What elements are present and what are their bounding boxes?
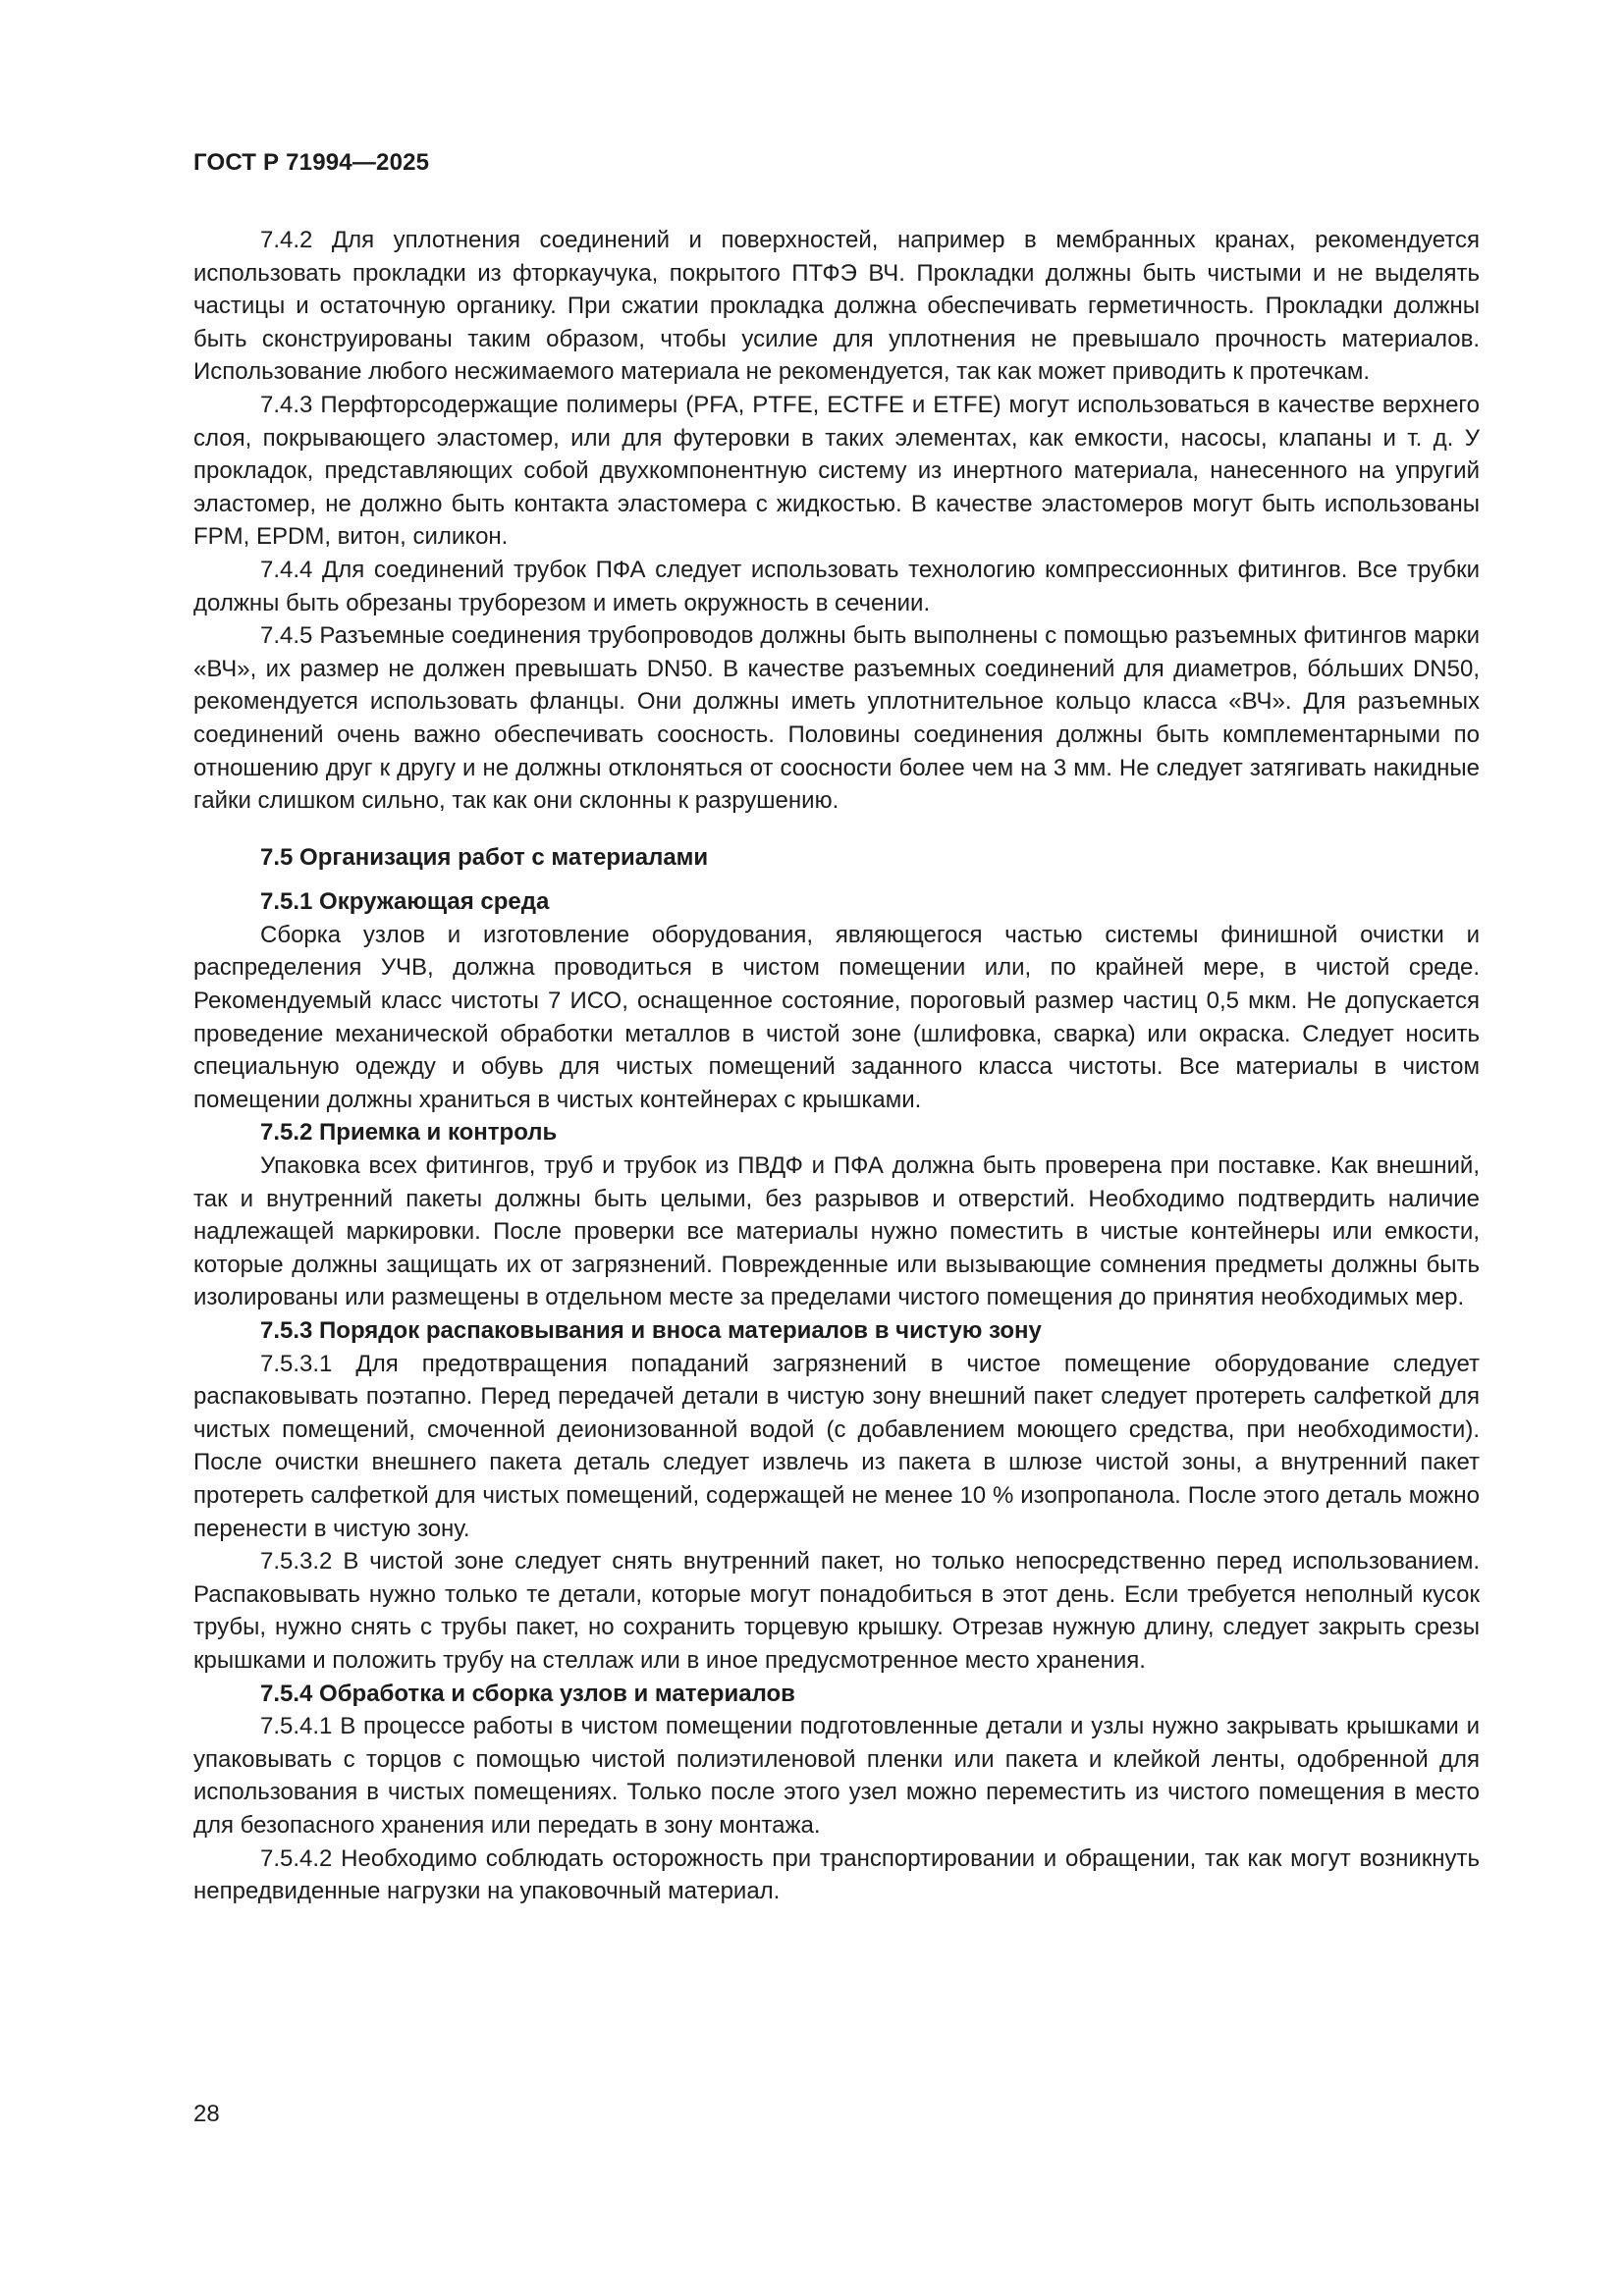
paragraph-7-4-2: 7.4.2 Для уплотнения соединений и поверхностей, например в мембранных кранах, рекомендуется использовать прокладки из фторкаучука, покрытого ПТФЭ ВЧ. Прокладки должны быть чистыми и не выделять частицы и остаточную органику. При сжатии прокладка должна обеспечивать герметичность. Прокладки должны быть сконструированы таким образом, чтобы усилие для уплотнения не превышало прочность материалов. Использование любого несжимаемого материала не рекомендуется, так как может приводить к протечкам. [193, 227, 1480, 386]
paragraph-7-5-2: Упаковка всех фитингов, труб и трубок из ПВДФ и ПФА должна быть проверена при поставке. Как внешний, так и внутренний пакеты должны быть целыми, без разрывов и отверстий. Необходимо подтвердить наличие надлежащей маркировки. После проверки все материалы нужно поместить в чистые контейнеры или емкости, которые должны защищать их от загрязнений. Поврежденные или вызывающие сомнения предметы должны быть изолированы или размещены в отдельном месте за пределами чистого помещения до принятия необходимых мер. [193, 1152, 1480, 1311]
paragraph-7-4-4: 7.4.4 Для соединений трубок ПФА следует использовать технологию компрессионных фитингов. Все трубки должны быть обрезаны труборезом и иметь окружность в сечении. [193, 556, 1480, 616]
paragraph-7-5-4-1: 7.5.4.1 В процессе работы в чистом помещении подготовленные детали и узлы нужно закрывать крышками и упаковывать с торцов с помощью чистой полиэтиленовой пленки или пакета и клейкой ленты, одобренной для использования в чистых помещениях. Только после этого узел можно переместить из чистого помещения в место для безопасного хранения или передать в зону монтажа. [193, 1713, 1480, 1839]
paragraph-7-5-3-2: 7.5.3.2 В чистой зоне следует снять внутренний пакет, но только непосредственно перед использованием. Распаковывать нужно только те детали, которые могут понадобиться в этот день. Если требуется неполный кусок трубы, нужно снять с трубы пакет, но сохранить торцевую крышку. Отрезав нужную длину, следует закрыть срезы крышками и положить трубу на стеллаж или в иное предусмотренное место хранения. [193, 1548, 1480, 1674]
subsection-heading-7-5-3: 7.5.3 Порядок распаковывания и вноса материалов в чистую зону [260, 1317, 1042, 1344]
paragraph-7-4-5: 7.4.5 Разъемные соединения трубопроводов должны быть выполнены с помощью разъемных фитингов марки «ВЧ», их размер не должен превышать DN50. В качестве разъемных соединений для диаметров, бóльших DN50, рекомендуется использовать фланцы. Они должны иметь уплотнительное кольцо класса «ВЧ». Для разъемных соединений очень важно обеспечивать соосность. Половины соединения должны быть комплементарными по отношению друг к другу и не должны отклоняться от соосности более чем на 3 мм. Не следует затягивать накидные гайки слишком сильно, так как они склонны к разрушению. [193, 622, 1480, 815]
subsection-heading-7-5-4: 7.5.4 Обработка и сборка узлов и материалов [260, 1680, 795, 1707]
paragraph-7-5-3-1: 7.5.3.1 Для предотвращения попаданий загрязнений в чистое помещение оборудование следует распаковывать поэтапно. Перед передачей детали в чистую зону внешний пакет следует протереть салфеткой для чистых помещений, смоченной деионизованной водой (с добавлением моющего средства, при необходимости). После очистки внешнего пакета деталь следует извлечь из пакета в шлюзе чистой зоны, а внутренний пакет протереть салфеткой для чистых помещений, содержащей не менее 10 % изопропанола. После этого деталь можно перенести в чистую зону. [193, 1350, 1480, 1542]
section-heading-7-5: 7.5 Организация работ с материалами [260, 843, 709, 871]
document-header: ГОСТ Р 71994—2025 [193, 149, 430, 176]
subsection-heading-7-5-2: 7.5.2 Приемка и контроль [260, 1119, 558, 1147]
subsection-heading-7-5-1: 7.5.1 Окружающая среда [260, 888, 550, 916]
paragraph-7-4-3: 7.4.3 Перфторсодержащие полимеры (PFA, PTFE, ECTFE и ETFE) могут использоваться в качестве верхнего слоя, покрывающего эластомер, или для футеровки в таких элементах, как емкости, насосы, клапаны и т. д. У прокладок, представляющих собой двухкомпонентную систему из инертного материала, нанесенного на упругий эластомер, не должно быть контакта эластомера с жидкостью. В качестве эластомеров могут быть использованы FPM, EPDM, витон, силикон. [193, 391, 1480, 551]
document-body [193, 224, 1480, 1908]
paragraph-7-5-1: Сборка узлов и изготовление оборудования, являющегося частью системы финишной очистки и распределения УЧВ, должна проводиться в чистом помещении или, по крайней мере, в чистой среде. Рекомендуемый класс чистоты 7 ИСО, оснащенное состояние, пороговый размер частиц 0,5 мкм. Не допускается проведение механической обработки металлов в чистой зоне (шлифовка, сварка) или окраска. Следует носить специальную одежду и обувь для чистых помещений заданного класса чистоты. Все материалы в чистом помещении должны храниться в чистых контейнерах с крышками. [193, 921, 1480, 1113]
paragraph-7-5-4-2: 7.5.4.2 Необходимо соблюдать осторожность при транспортировании и обращении, так как могут возникнуть непредвиденные нагрузки на упаковочный материал. [193, 1844, 1480, 1905]
page-number: 28 [193, 2101, 220, 2127]
